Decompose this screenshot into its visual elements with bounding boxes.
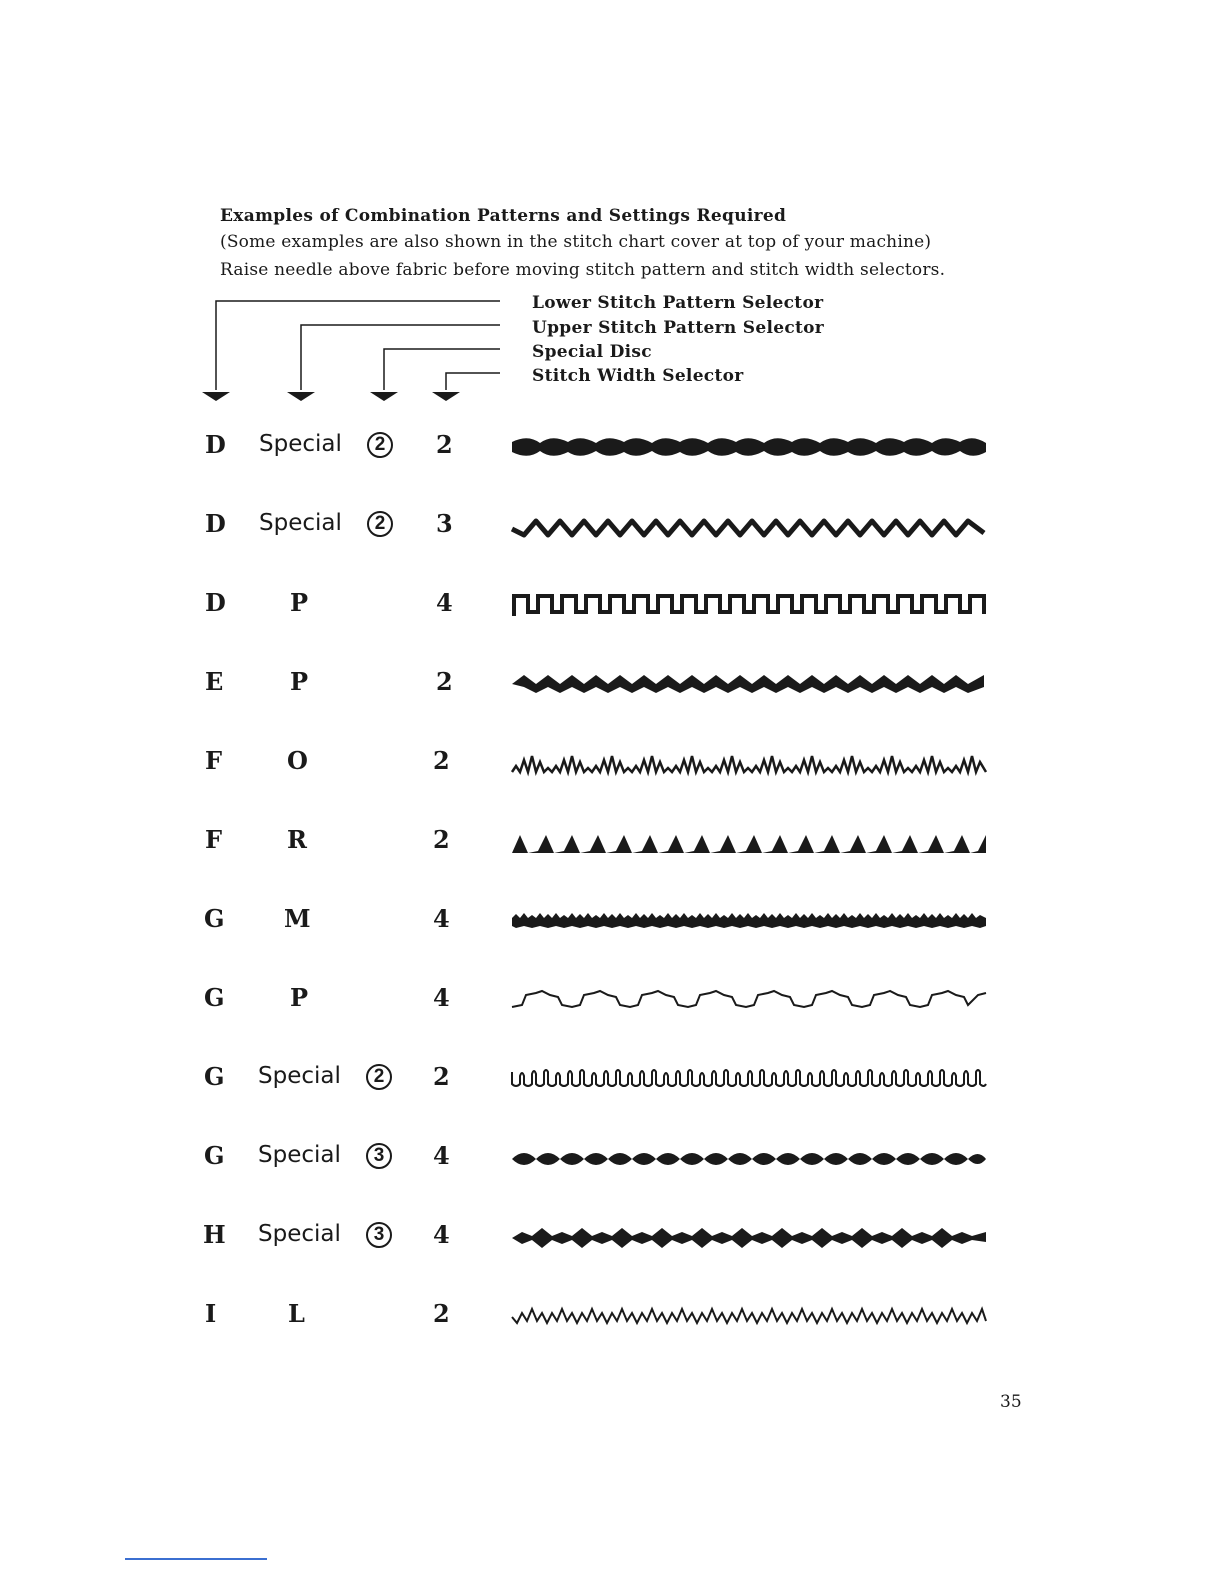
label-upper-selector: Upper Stitch Pattern Selector (532, 318, 825, 338)
heading-title: Examples of Combination Patterns and Settings Required (220, 206, 787, 226)
lower-value: G (204, 1062, 225, 1091)
upper-value: P (290, 983, 309, 1012)
arrow-lower-icon (202, 392, 230, 401)
label-lower-selector: Lower Stitch Pattern Selector (532, 293, 824, 313)
stitch-pattern-step-outline (508, 985, 988, 1015)
disc-number: 3 (366, 1222, 392, 1248)
stitch-pattern-arrow-chain (508, 1222, 988, 1252)
stitch-pattern-fuzzy-band (508, 906, 988, 936)
upper-value: Special (259, 431, 342, 457)
stitch-pattern-dense-wave (508, 432, 988, 462)
leader-lower (216, 301, 500, 390)
upper-value: Special (258, 1221, 341, 1247)
lower-value: D (205, 430, 226, 459)
disc-number: 3 (366, 1143, 392, 1169)
width-value: 2 (433, 1062, 450, 1091)
width-value: 2 (433, 1299, 450, 1328)
leader-width (446, 373, 500, 390)
page-number: 35 (1000, 1392, 1022, 1412)
lower-value: F (205, 746, 223, 775)
width-value: 4 (436, 588, 453, 617)
heading-note: (Some examples are also shown in the stitch chart cover at top of your machine) (220, 232, 932, 252)
upper-value: L (288, 1299, 305, 1328)
disc-number: 2 (366, 1064, 392, 1090)
arrow-disc-icon (370, 392, 398, 401)
upper-value: P (290, 667, 309, 696)
width-value: 2 (436, 430, 453, 459)
leader-disc (384, 349, 500, 390)
upper-value: M (284, 904, 311, 933)
width-value: 2 (433, 825, 450, 854)
lower-value: D (205, 588, 226, 617)
upper-value: Special (258, 1063, 341, 1089)
disc-number: 2 (367, 511, 393, 537)
lower-value: D (205, 509, 226, 538)
lower-value: G (204, 983, 225, 1012)
stitch-pattern-leaf-chain (508, 1143, 988, 1173)
lower-value: I (205, 1299, 217, 1328)
stitch-pattern-small-peaks (508, 1301, 988, 1331)
stitch-pattern-triangle-peaks (508, 827, 988, 857)
upper-value: Special (259, 510, 342, 536)
lower-value: H (203, 1220, 226, 1249)
width-value: 2 (433, 746, 450, 775)
width-value: 4 (433, 1220, 450, 1249)
width-value: 4 (433, 1141, 450, 1170)
lower-value: G (204, 1141, 225, 1170)
stitch-pattern-diamond-chain (508, 669, 988, 699)
label-special-disc: Special Disc (532, 342, 652, 362)
upper-value: O (287, 746, 308, 775)
upper-value: Special (258, 1142, 341, 1168)
width-value: 4 (433, 983, 450, 1012)
label-width-selector: Stitch Width Selector (532, 366, 744, 386)
upper-value: P (290, 588, 309, 617)
leader-lines (0, 0, 1224, 420)
lower-value: G (204, 904, 225, 933)
stitch-pattern-grass-tufts (508, 748, 988, 778)
width-value: 3 (436, 509, 453, 538)
footer-rule (125, 1558, 267, 1560)
disc-number: 2 (367, 432, 393, 458)
width-value: 2 (436, 667, 453, 696)
lower-value: E (205, 667, 224, 696)
stitch-pattern-zigzag-wave (508, 511, 988, 541)
leader-upper (301, 325, 500, 390)
upper-value: R (287, 825, 307, 854)
stitch-pattern-loops (508, 1064, 988, 1094)
heading-instruction: Raise needle above fabric before moving stitch pattern and stitch width selectors. (220, 260, 946, 280)
lower-value: F (205, 825, 223, 854)
arrow-width-icon (432, 392, 460, 401)
arrow-upper-icon (287, 392, 315, 401)
width-value: 4 (433, 904, 450, 933)
stitch-pattern-square-wave (508, 590, 988, 620)
